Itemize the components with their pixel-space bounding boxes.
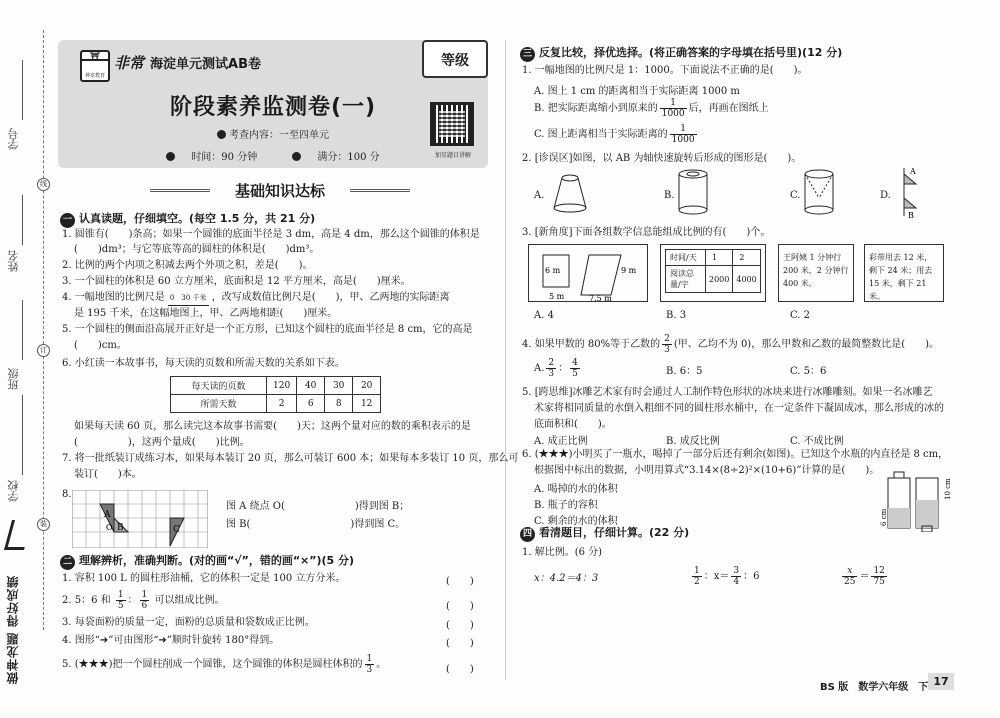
exam-header xyxy=(58,40,488,168)
option-text: A. 成正比例 xyxy=(534,436,588,447)
info-card-ribbon: 彩带用去 12 米，剩下 24 米；用去 15 米，剩下 21 米。 xyxy=(864,244,944,302)
question-text: 如果每天读 60 页，那么读完这本故事书需要( )天；这两个量对应的数的乘积表示的是 xyxy=(74,421,471,432)
table-row xyxy=(171,395,381,413)
question-text: 图 B( )得到图 C。 xyxy=(226,519,406,530)
equation: $\frac{x}{25}$ ＝ $\frac{12}{75}$ xyxy=(844,566,885,587)
binding-strip xyxy=(0,0,50,718)
question-text: 6. 小红读一本故事书，每天读的页数和所需天数的关系如下表。 xyxy=(62,358,345,369)
page-number: 17 xyxy=(928,673,954,690)
option-text: C. 2 xyxy=(790,310,811,321)
question-text: 2. 比例的两个内项之积减去两个外项之积，差是( )。 xyxy=(62,260,313,271)
exam-title: 阶段素养监测卷(一) xyxy=(169,95,377,120)
answer-paren[interactable]: ( ) xyxy=(446,664,474,675)
question-number: 8. xyxy=(62,489,72,500)
circle-mark: 订 xyxy=(37,344,50,357)
answer-paren[interactable]: ( ) xyxy=(446,601,474,612)
scope-icon xyxy=(217,130,226,139)
table-cell: 2 xyxy=(733,250,760,266)
table-cell: 120 xyxy=(267,377,297,395)
label-a: A xyxy=(104,510,111,520)
info-card-walking: 王阿姨 1 分钟行 200 米，2 分钟行 400 米。 xyxy=(778,244,854,302)
option-text: A. 4 xyxy=(534,310,554,321)
option-text: B. 把实际距离缩小到原来的 $\frac{1}{1000}$ 后，再画在图纸上 xyxy=(534,98,769,119)
hollow-cylinder-icon xyxy=(676,168,710,216)
option-text: B. 成反比例 xyxy=(666,436,720,447)
column-divider xyxy=(505,40,506,680)
question-text: 1. 一幅地图的比例尺是 1：1000。下面说法不正确的是( )。 xyxy=(522,65,808,76)
label-c: C xyxy=(173,525,180,535)
part4-heading: 四 看清题目，仔细计算。(22 分) xyxy=(520,524,689,542)
question-text: ( )dm³；与它等底等高的圆柱的体积是( )dm³。 xyxy=(74,244,320,255)
dim-label: 7.5 m xyxy=(589,294,612,303)
check-mark-icon xyxy=(4,520,32,550)
school-line xyxy=(22,395,23,475)
table-cell: 30 xyxy=(325,377,353,395)
score-icon xyxy=(292,152,301,161)
part3-heading: 三 反复比较，择优选择。(将正确答案的字母填在括号里)(12 分) xyxy=(520,44,842,62)
table-cell: 6 xyxy=(297,395,325,413)
frustum-shape-icon xyxy=(550,170,590,216)
height-label: 10 cm xyxy=(944,478,952,500)
question-text: 5. [跨思维]冰雕艺术家有时会通过人工制作特色形状的冰块来进行冰雕雕刻。如果一名冰雕艺 xyxy=(522,387,933,398)
question-text: 3. 每袋面粉的质量一定，面粉的总质量和袋数成正比例。 xyxy=(62,617,315,628)
table-cell: 12 xyxy=(353,395,381,413)
option-text: C. 剩余的水的体积 xyxy=(534,516,618,527)
publisher-logo-icon: ⛩ 神龙教育 xyxy=(80,50,110,82)
rotation-grid-figure xyxy=(72,490,208,548)
answer-paren[interactable]: ( ) xyxy=(446,576,474,587)
label-b: B xyxy=(117,523,124,533)
footer-edition: BS 版 数学六年级 下 xyxy=(820,682,929,693)
question-text: 4. 一幅地图的比例尺是 0 30 千米 ，改写成数值比例尺是( )，甲、乙两地的实际距离 xyxy=(62,291,450,306)
question-text: 3. 一个圆柱的体积是 60 立方厘米，底面积是 12 平方厘米，高是( )厘米。 xyxy=(62,276,411,287)
question-text: 5. 一个圆柱的侧面沿高展开正好是一个正方形，已知这个圆柱的底面半径是 8 cm，它的高是 xyxy=(62,324,473,335)
question-text: 图 A 绕点 O( )得到图 B； xyxy=(226,501,410,512)
question-text: 4. 图形“➔”可由图形“➜”顺时针旋转 180°得到。 xyxy=(62,635,280,646)
part1-heading: 一 认真读题，仔细填空。(每空 1.5 分，共 21 分) xyxy=(60,210,315,228)
section-title: 基础知识达标 xyxy=(140,180,420,201)
qr-code-icon[interactable] xyxy=(430,102,474,146)
answer-paren[interactable]: ( ) xyxy=(446,620,474,631)
scale-bar: 0 30 千米 xyxy=(168,291,209,306)
dim-label: 9 m xyxy=(621,266,637,275)
height-label: 6 cm xyxy=(880,508,888,526)
clock-icon xyxy=(166,152,175,161)
question-text: 术家将相同质量的水倒入粗细不同的圆柱形水桶中，在一定条件下凝固成冰，那么形成的冰的 xyxy=(534,403,944,414)
table-cell: 4000 xyxy=(733,266,760,293)
label-b: B xyxy=(908,211,914,220)
option-text: B. 6：5 xyxy=(666,366,703,377)
table-cell: 阅读总量/字 xyxy=(666,266,706,293)
option-text: B. 3 xyxy=(666,310,687,321)
grid-lines xyxy=(72,490,208,548)
label-a: A xyxy=(910,167,916,176)
cylinder-cone-icon xyxy=(802,168,836,216)
qr-caption: 加星题目讲解 xyxy=(434,152,471,159)
table-cell: 每天读的页数 xyxy=(171,377,267,395)
option-text: C. 不成比例 xyxy=(790,436,844,447)
question-text: 4. 如果甲数的 80%等于乙数的 $\frac{2}{3}$ (甲、乙均不为 0)，那么甲数和乙数的最简整数比是( )。 xyxy=(522,334,940,355)
question-text: 5. (★★★)把一个圆柱削成一个圆锥，这个圆锥的体积是圆柱体积的 $\frac{1}{3}$ 。 xyxy=(62,654,387,675)
equation: x：4.2＝4：3 xyxy=(534,573,599,584)
table-cell: 2 xyxy=(267,395,297,413)
question-text: 是 195 千米，在这幅地图上，甲、乙两地相距( )厘米。 xyxy=(74,308,338,319)
table-cell: 40 xyxy=(297,377,325,395)
question-text: ( )cm。 xyxy=(74,340,127,351)
table-cell: 所需天数 xyxy=(171,395,267,413)
dim-label: 5 m xyxy=(549,292,565,301)
table-cell: 8 xyxy=(325,395,353,413)
option-text: C. 图上距离相当于实际距离的 $\frac{1}{1000}$ xyxy=(534,124,695,145)
question-text: ( )，这两个量成( )比例。 xyxy=(74,437,250,448)
question-text: 3. [新角度]下面各组数学信息能组成比例的有( )个。 xyxy=(522,227,771,238)
student-no-label: 学号 xyxy=(7,128,20,150)
student-no-line xyxy=(22,60,23,120)
option-text: B. 瓶子的容积 xyxy=(534,500,598,511)
question-text: 6. (★★★)小明买了一瓶水，喝掉了一部分后还有剩余(如图)。已知这个水瓶的内直径是 8 cm， xyxy=(522,449,949,460)
table-cell: 1 xyxy=(706,250,733,266)
name-line xyxy=(22,195,23,245)
exam-meta: 时间：90 分钟 满分：100 分 xyxy=(58,148,488,163)
brand-slogan: 做神龙题 得好成绩 xyxy=(6,575,20,685)
option-text: C. 5：6 xyxy=(790,366,827,377)
table-cell: 时间/天 xyxy=(666,250,706,266)
class-line xyxy=(22,300,23,360)
answer-paren[interactable]: ( ) xyxy=(446,638,474,649)
question-text: 装订( )本。 xyxy=(74,469,142,480)
class-label: 班级 xyxy=(7,368,20,390)
option-label: C. xyxy=(790,190,801,201)
table-cell: 2000 xyxy=(706,266,733,293)
question-text: 2. [诊误区]如图，以 AB 为轴快速旋转后形成的图形是( )。 xyxy=(522,153,802,164)
table-row xyxy=(171,377,381,395)
circle-mark: 装 xyxy=(37,518,50,531)
info-card-table xyxy=(660,244,766,302)
name-label: 姓名 xyxy=(7,250,20,272)
grade-box: 等级 xyxy=(422,40,488,78)
school-label: 学校 xyxy=(7,480,20,502)
water-bottle-figure xyxy=(872,470,952,532)
exam-scope: 考查内容：一至四单元 xyxy=(58,126,488,141)
option-text: A. 喝掉的水的体积 xyxy=(534,484,618,495)
info-card-parallelograms xyxy=(528,244,648,302)
dim-label: 6 m xyxy=(545,266,561,275)
series-name: 非常 海淀单元测试AB卷 xyxy=(114,54,261,72)
circle-mark: 线 xyxy=(37,178,50,191)
part2-heading: 二 理解辨析，准确判断。(对的画“√”，错的画“×”)(5 分) xyxy=(60,552,354,570)
label-o: O xyxy=(106,523,113,532)
table-cell: 20 xyxy=(353,377,381,395)
question-text: 底面积和( )。 xyxy=(534,419,612,430)
option-label: B. xyxy=(664,190,675,201)
reading-table xyxy=(170,376,381,413)
option-text: A. 图上 1 cm 的距离相当于实际距离 1000 m xyxy=(534,86,740,97)
option-text: A. $\frac{2}{3}$ ： $\frac{4}{5}$ xyxy=(534,358,578,379)
rotation-axis-figure xyxy=(896,164,926,220)
cut-line xyxy=(43,30,44,630)
question-text: 7. 将一批纸装订成练习本，如果每本装订 20 页，那么可装订 600 本；如果每本多装订 10 页，那么可 xyxy=(62,453,519,464)
equation: $\frac{1}{2}$ ：x＝ $\frac{3}{4}$ ：6 xyxy=(694,566,760,587)
question-text: 2. 5：6 和 $\frac{1}{5}$ ： $\frac{1}{6}$ 可以组成比例。 xyxy=(62,590,225,611)
question-text: 1. 圆锥有( )条高；如果一个圆锥的底面半径是 3 dm，高是 4 dm，那么这个圆锥的体积是 xyxy=(62,229,480,240)
option-label: A. xyxy=(534,190,545,201)
option-label: D. xyxy=(880,190,891,201)
question-text: 根据图中标出的数据，小明用算式“3.14×(8÷2)²×(10+6)”计算的是( )。 xyxy=(534,465,880,476)
question-text: 1. 解比例。(6 分) xyxy=(522,547,603,558)
question-text: 1. 容积 100 L 的圆柱形油桶，它的体积一定是 100 立方分米。 xyxy=(62,573,346,584)
